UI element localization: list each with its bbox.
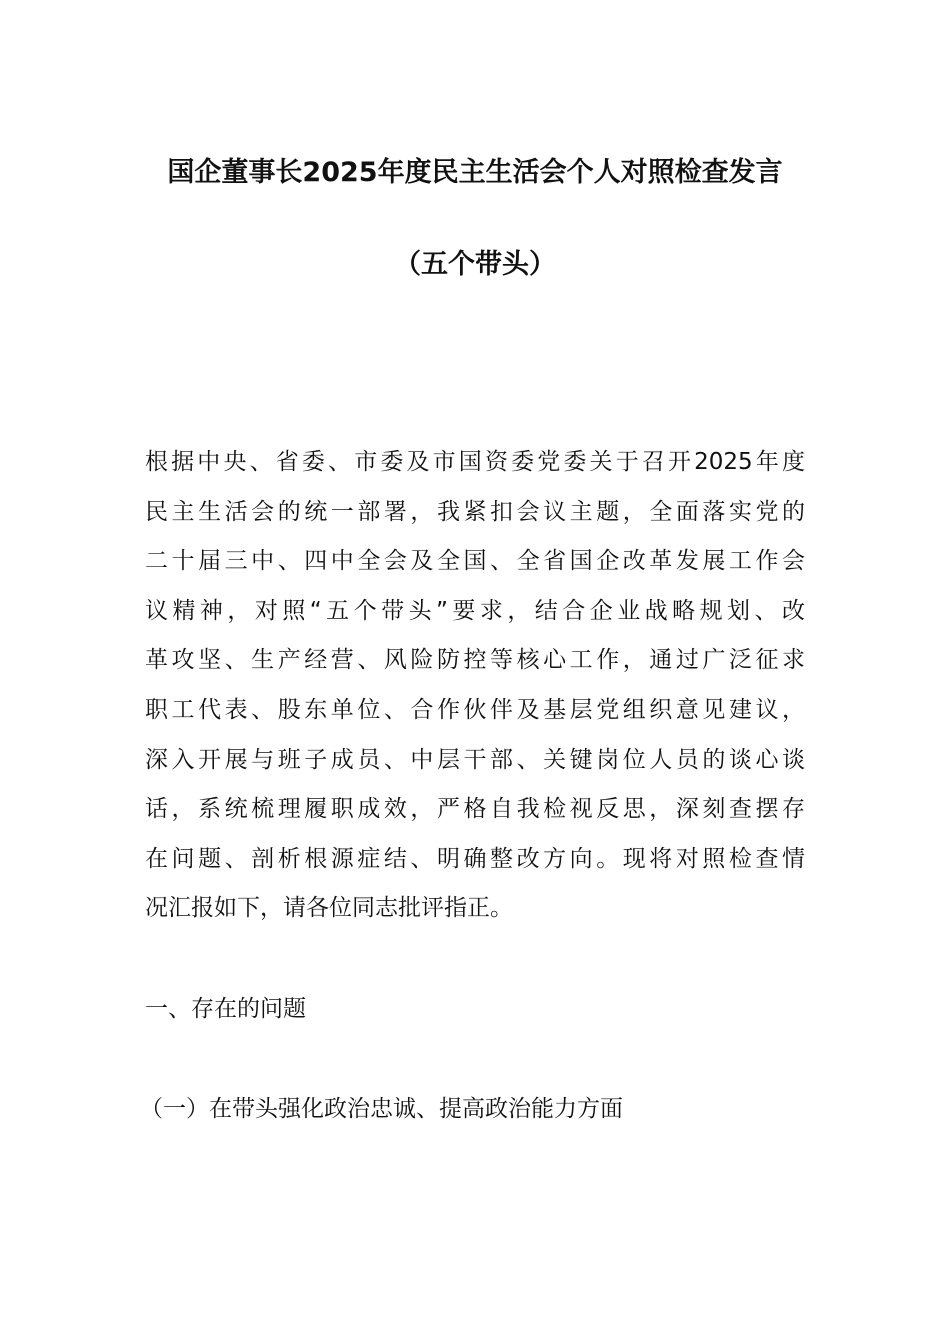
section-heading: 一、存在的问题 xyxy=(145,996,306,1022)
paragraph-line: 况汇报如下，请各位同志批评指正。 xyxy=(145,895,513,922)
paragraph-line: 革攻坚、生产经营、风险防控等核心工作，通过广泛征求 xyxy=(145,647,805,674)
document-title: 国企董事长2025年度民主生活会个人对照检查发言 xyxy=(167,157,783,188)
paragraph-line: 二十届三中、四中全会及全国、全省国企改革发展工作会 xyxy=(145,548,805,575)
subsection-heading: （一）在带头强化政治忠诚、提高政治能力方面 xyxy=(140,1096,623,1122)
paragraph-line: 议精神，对照“五个带头”要求，结合企业战略规划、改 xyxy=(145,597,805,624)
paragraph-line: 根据中央、省委、市委及市国资委党委关于召开2025年度 xyxy=(145,449,805,475)
paragraph-line: 民主生活会的统一部署，我紧扣会议主题，全面落实党的 xyxy=(145,498,805,525)
paragraph-line: 职工代表、股东单位、合作伙伴及基层党组织意见建议， xyxy=(145,696,805,723)
paragraph-line: 话，系统梳理履职成效，严格自我检视反思，深刻查摆存 xyxy=(145,796,805,823)
document-subtitle: （五个带头） xyxy=(394,249,556,280)
paragraph-line: 深入开展与班子成员、中层干部、关键岗位人员的谈心谈 xyxy=(145,746,805,773)
paragraph-line: 在问题、剖析根源症结、明确整改方向。现将对照检查情 xyxy=(145,845,805,872)
intro-paragraph xyxy=(145,442,805,938)
